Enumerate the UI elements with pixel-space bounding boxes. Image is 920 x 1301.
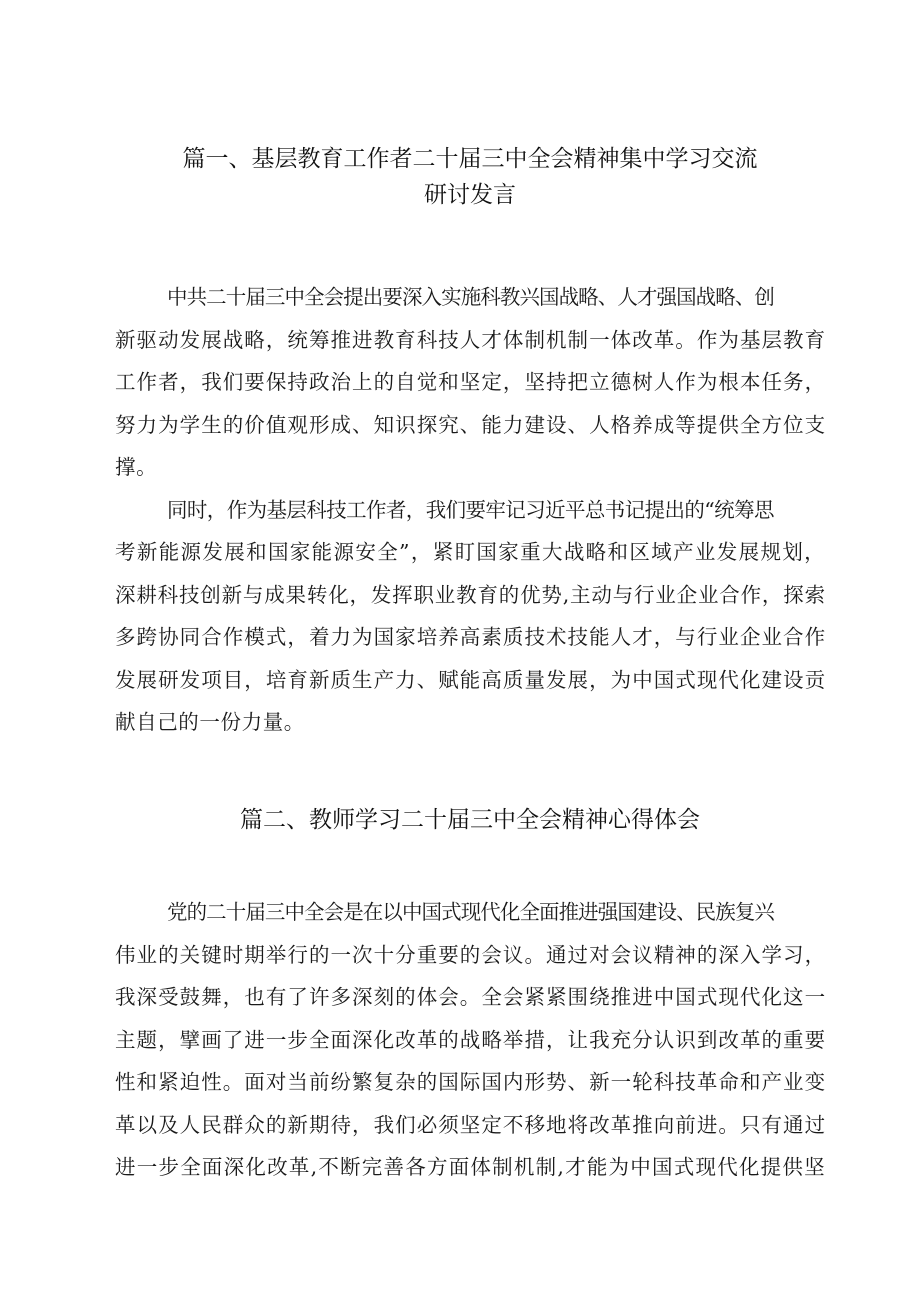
- text-line: 考新能源发展和国家能源安全”，紧盯国家重大战略和区域产业发展规划，: [115, 540, 827, 564]
- text-line: 革以及人民群众的新期待，我们必须坚定不移地将改革推向前进。只有通过: [115, 1112, 827, 1137]
- text-line: 伟业的关键时期举行的一次十分重要的会议。通过对会议精神的深入学习，: [115, 942, 827, 967]
- section-2-body: [115, 891, 828, 1189]
- text-line: 工作者，我们要保持政治上的自觉和坚定，坚持把立德树人作为根本任务，: [115, 370, 827, 394]
- section-2-paragraph-1: [115, 891, 828, 1189]
- section-1-body: [115, 276, 828, 744]
- text-line: 新驱动发展战略，统筹推进教育科技人才体制机制一体改革。作为基层教育: [115, 327, 827, 352]
- text-line: 努力为学生的价值观形成、知识探究、能力建设、人格养成等提供全方位支: [115, 412, 827, 437]
- text-line: 献自己的一份力量。: [115, 710, 305, 734]
- text-line: 进一步全面深化改革,不断完善各方面体制机制,才能为中国式现代化提供坚: [115, 1155, 826, 1179]
- text-line: 发展研发项目，培育新质生产力、赋能高质量发展，为中国式现代化建设贡: [115, 667, 827, 692]
- text-line: 主题，擘画了进一步全面深化改革的战略举措，让我充分认识到改革的重要: [115, 1027, 827, 1052]
- text-line: 性和紧迫性。面对当前纷繁复杂的国际国内形势、新一轮科技革命和产业变: [115, 1070, 827, 1094]
- text-line: 多跨协同合作模式，着力为国家培养高素质技术技能人才，与行业企业合作: [115, 625, 827, 649]
- section-1-title: [110, 141, 830, 213]
- text-line: 撑。: [115, 455, 158, 479]
- text-line: 深耕科技创新与成果转化，发挥职业教育的优势,主动与行业企业合作，探索: [115, 582, 826, 607]
- text-line: 党的二十届三中全会是在以中国式现代化全面推进强国建设、民族复兴: [167, 900, 774, 924]
- section-1-paragraph-2: [115, 489, 828, 744]
- section-1-title-line-2: 研讨发言: [424, 182, 516, 208]
- text-line: 中共二十届三中全会提出要深入实施科教兴国战略、人才强国战略、创: [167, 285, 774, 309]
- text-line: 我深受鼓舞，也有了许多深刻的体会。全会紧紧围绕推进中国式现代化这一: [115, 985, 827, 1009]
- section-1-title-line-1: 篇一、基层教育工作者二十届三中全会精神集中学习交流: [182, 146, 758, 172]
- section-2-title-line: 篇二、教师学习二十届三中全会精神心得体会: [240, 807, 700, 833]
- section-1-paragraph-1: [115, 276, 828, 489]
- section-2-title: [110, 802, 830, 838]
- text-line: 同时，作为基层科技工作者，我们要牢记习近平总书记提出的“统筹思: [167, 497, 774, 522]
